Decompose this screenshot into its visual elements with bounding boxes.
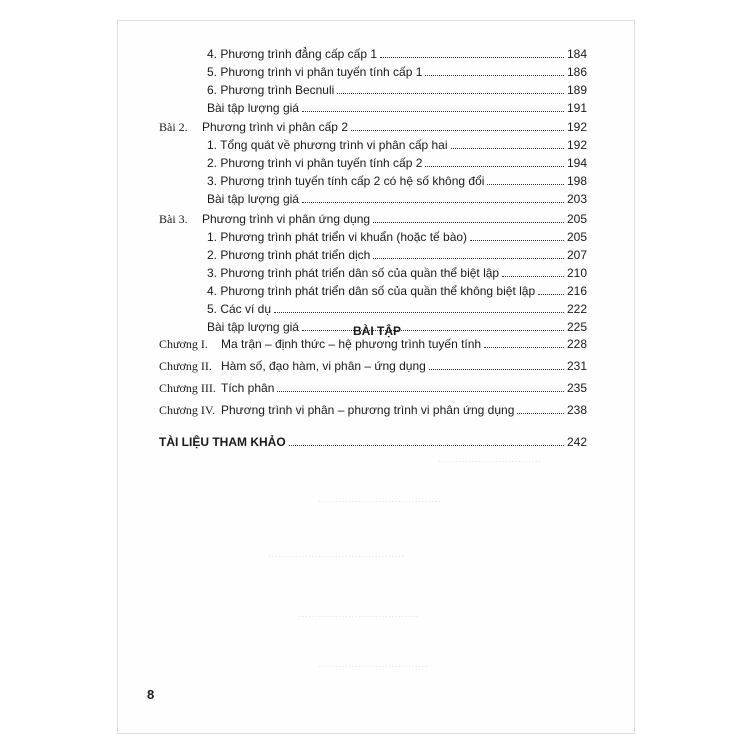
toc-entry[interactable] <box>207 156 587 170</box>
leader-dots <box>373 257 564 259</box>
toc-entry-page: 222 <box>566 302 587 316</box>
leader-dots <box>289 444 564 446</box>
toc-entry[interactable] <box>221 381 587 395</box>
toc-entry[interactable] <box>207 65 587 79</box>
show-through-bleed: ······························· <box>438 456 542 467</box>
toc-entry-page: 205 <box>566 230 587 244</box>
show-through-bleed: ···································· <box>298 611 418 622</box>
toc-entry-page: 192 <box>566 138 587 152</box>
toc-entry[interactable] <box>202 120 587 134</box>
section-heading: BÀI TẬP <box>353 324 401 338</box>
references-entry[interactable] <box>159 435 587 449</box>
leader-dots <box>337 92 564 94</box>
toc-entry-page: 216 <box>566 284 587 298</box>
toc-entry-page: 198 <box>566 174 587 188</box>
leader-dots <box>351 129 564 131</box>
page-number: 8 <box>147 687 155 702</box>
leader-dots <box>487 183 564 185</box>
toc-entry-page: 184 <box>566 47 587 61</box>
leader-dots <box>302 201 564 203</box>
toc-entry-text: 2. Phương trình phát triển dịch <box>207 248 371 262</box>
toc-entry-text: 1. Tổng quát về phương trình vi phân cấp hai <box>207 138 448 152</box>
toc-entry[interactable] <box>221 337 587 351</box>
toc-entry-text: 2. Phương trình vi phân tuyến tính cấp 2 <box>207 156 423 170</box>
toc-entry[interactable] <box>221 359 587 373</box>
toc-entry[interactable] <box>207 47 587 61</box>
toc-entry-page: 231 <box>566 359 587 373</box>
toc-entry[interactable] <box>207 230 587 244</box>
leader-dots <box>274 311 564 313</box>
chapter-label: Chương IV. <box>159 403 215 417</box>
toc-entry[interactable] <box>207 101 587 115</box>
toc-entry-page: 225 <box>566 320 587 334</box>
leader-dots <box>302 329 564 331</box>
leader-dots <box>429 368 564 370</box>
toc-entry-text: 3. Phương trình phát triển dân số của quần thể biệt lập <box>207 266 500 280</box>
chapter-label: Chương II. <box>159 359 212 373</box>
chapter-label: Chương III. <box>159 381 216 395</box>
toc-entry-text: Hàm số, đạo hàm, vi phân – ứng dụng <box>221 359 426 373</box>
toc-entry-page: 238 <box>566 403 587 417</box>
leader-dots <box>517 412 564 414</box>
toc-entry-text: Phương trình vi phân – phương trình vi phân ứng dụng <box>221 403 515 417</box>
toc-entry-page: 228 <box>566 337 587 351</box>
show-through-bleed: ································· <box>318 661 428 672</box>
toc-entry[interactable] <box>221 403 587 417</box>
toc-entry-page: 186 <box>566 65 587 79</box>
toc-entry-page: 205 <box>566 212 587 226</box>
chapter-label: Chương I. <box>159 337 208 351</box>
toc-entry[interactable] <box>207 83 587 97</box>
leader-dots <box>470 239 564 241</box>
document-page <box>117 20 635 734</box>
leader-dots <box>425 165 564 167</box>
toc-entry[interactable] <box>207 248 587 262</box>
leader-dots <box>502 275 564 277</box>
toc-entry-text: Bài tập lượng giá <box>207 101 299 115</box>
leader-dots <box>451 147 564 149</box>
toc-entry-text: Bài tập lượng giá <box>207 320 299 334</box>
toc-entry[interactable] <box>202 212 587 226</box>
leader-dots <box>380 56 564 58</box>
toc-entry-page: 191 <box>566 101 587 115</box>
toc-entry-text: 3. Phương trình tuyến tính cấp 2 có hệ số không đổi <box>207 174 485 188</box>
toc-entry-text: Bài tập lượng giá <box>207 192 299 206</box>
toc-entry[interactable] <box>207 192 587 206</box>
leader-dots <box>425 74 564 76</box>
toc-entry[interactable] <box>207 284 587 298</box>
toc-entry-text: Phương trình vi phân cấp 2 <box>202 120 348 134</box>
toc-entry-page: 207 <box>566 248 587 262</box>
toc-entry[interactable] <box>207 174 587 188</box>
show-through-bleed: ····································· <box>318 496 442 507</box>
toc-entry-text: 4. Phương trình phát triển dân số của quần thể không biệt lập <box>207 284 536 298</box>
toc-entry-page: 189 <box>566 83 587 97</box>
toc-entry-text: 5. Các ví dụ <box>207 302 272 316</box>
toc-entry-text: Tích phân <box>221 381 275 395</box>
toc-entry-text: Phương trình vi phân ứng dụng <box>202 212 371 226</box>
references-page: 242 <box>566 435 587 449</box>
lesson-label: Bài 3. <box>159 212 188 226</box>
leader-dots <box>484 346 564 348</box>
toc-entry-text: Ma trận – định thức – hệ phương trình tuyến tính <box>221 337 482 351</box>
toc-entry[interactable] <box>207 138 587 152</box>
toc-entry-page: 192 <box>566 120 587 134</box>
toc-entry[interactable] <box>207 266 587 280</box>
toc-entry-page: 235 <box>566 381 587 395</box>
toc-entry-page: 210 <box>566 266 587 280</box>
toc-entry-text: 5. Phương trình vi phân tuyến tính cấp 1 <box>207 65 423 79</box>
leader-dots <box>277 390 564 392</box>
toc-entry[interactable] <box>207 302 587 316</box>
leader-dots <box>538 293 564 295</box>
lesson-label: Bài 2. <box>159 120 188 134</box>
show-through-bleed: ········································· <box>268 551 405 562</box>
toc-entry-text: 1. Phương trình phát triển vi khuẩn (hoặc tế bào) <box>207 230 468 244</box>
leader-dots <box>373 221 564 223</box>
toc-entry-page: 194 <box>566 156 587 170</box>
toc-entry-text: 4. Phương trình đẳng cấp cấp 1 <box>207 47 378 61</box>
toc-entry-text: 6. Phương trình Becnuli <box>207 83 335 97</box>
toc-entry-page: 203 <box>566 192 587 206</box>
leader-dots <box>302 110 564 112</box>
references-text: TÀI LIỆU THAM KHẢO <box>159 435 286 449</box>
